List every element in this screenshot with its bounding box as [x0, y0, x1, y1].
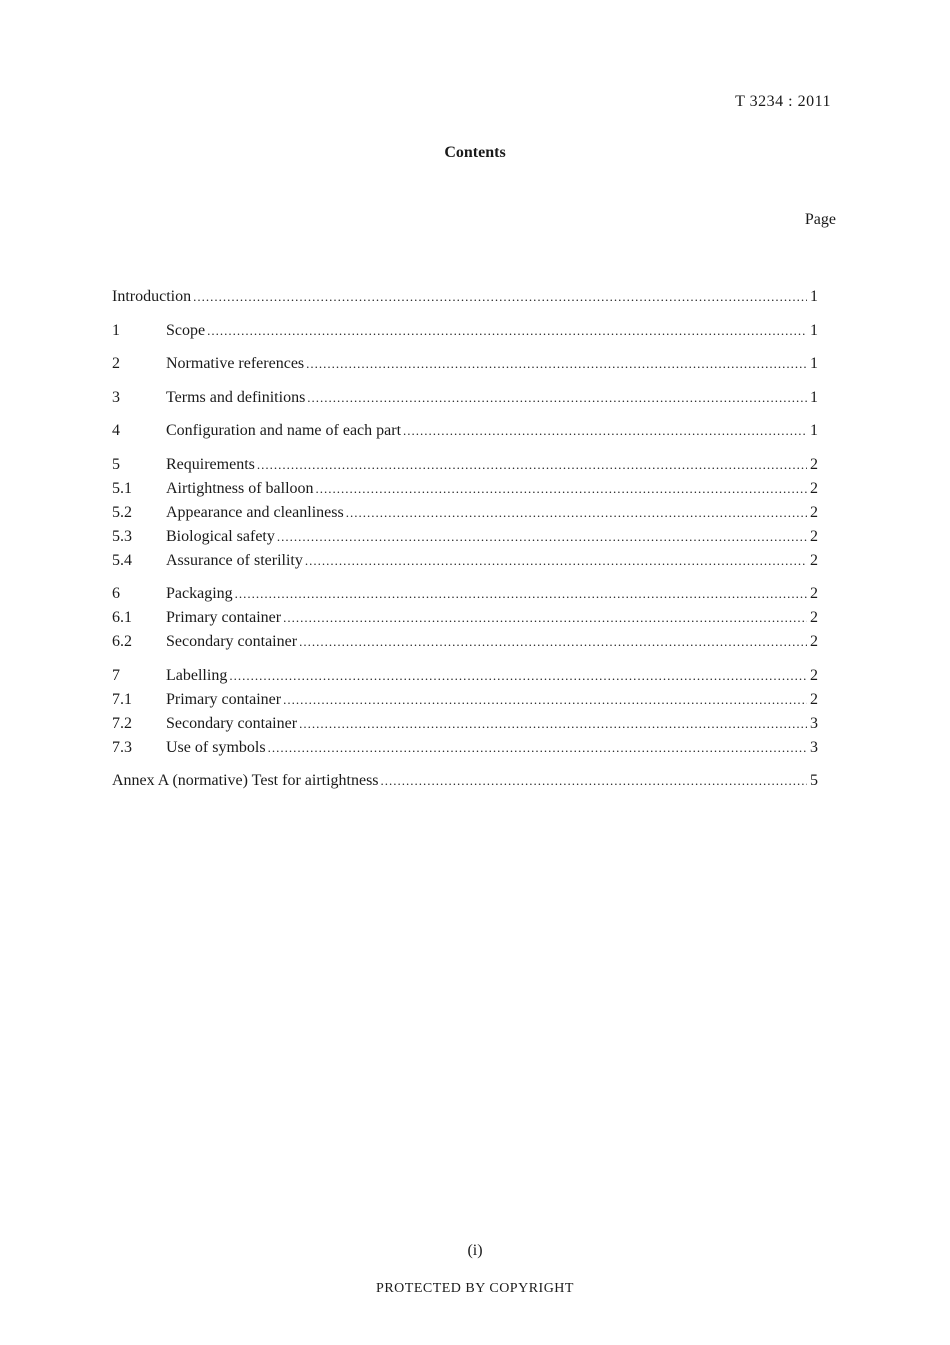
- toc-entry-title: Biological safety: [166, 527, 275, 545]
- dot-leader: [277, 525, 807, 549]
- toc-entry[interactable]: [112, 606, 818, 630]
- toc-entry-title: Scope: [166, 321, 206, 339]
- dot-leader: [268, 736, 807, 760]
- toc-entry[interactable]: [112, 419, 818, 443]
- toc-entry-title: Primary container: [166, 690, 282, 708]
- dot-leader: [207, 319, 807, 343]
- toc-entry-page: 2: [810, 527, 818, 545]
- toc-entry-page: 2: [810, 666, 818, 684]
- toc-entry-number: 5.1: [112, 479, 132, 497]
- dot-leader: [305, 549, 807, 573]
- dot-leader: [307, 386, 807, 410]
- toc-entry[interactable]: [112, 712, 818, 736]
- toc-entry-number: 5: [112, 455, 120, 473]
- document-number: T 3234 : 2011: [735, 93, 831, 110]
- toc-entry[interactable]: [112, 736, 818, 760]
- toc-entry-title: Terms and definitions: [166, 388, 306, 406]
- toc-entry-number: 2: [112, 355, 120, 372]
- toc-entry[interactable]: [112, 688, 818, 712]
- toc-entry[interactable]: [112, 664, 818, 688]
- toc-entry-title: Requirements: [166, 455, 255, 473]
- copyright-notice: PROTECTED BY COPYRIGHT: [376, 1281, 574, 1296]
- toc-entry-number: 5.3: [112, 527, 132, 545]
- table-of-contents: [112, 285, 818, 793]
- dot-leader: [229, 664, 807, 688]
- toc-entry-title: Appearance and cleanliness: [166, 503, 344, 521]
- dot-leader: [316, 477, 807, 501]
- toc-entry-page: 2: [810, 455, 818, 473]
- toc-entry[interactable]: [112, 477, 818, 501]
- dot-leader: [283, 688, 807, 712]
- toc-entry-number: 6.1: [112, 609, 132, 626]
- toc-entry-title: Configuration and name of each part: [166, 422, 402, 439]
- toc-entry[interactable]: [112, 453, 818, 477]
- toc-entry-page: 3: [810, 738, 818, 756]
- toc-entry-title: Assurance of sterility: [166, 551, 303, 569]
- toc-entry-page: 2: [810, 609, 818, 626]
- dot-leader: [381, 769, 807, 793]
- toc-entry[interactable]: [112, 525, 818, 549]
- toc-entry[interactable]: [112, 582, 818, 606]
- dot-leader: [403, 419, 807, 443]
- toc-entry[interactable]: [112, 769, 818, 793]
- toc-entry-page: 1: [810, 422, 818, 439]
- toc-entry-number: 3: [112, 388, 120, 406]
- toc-entry-number: 7.3: [112, 738, 132, 756]
- toc-entry-title: Airtightness of balloon: [166, 479, 314, 497]
- toc-entry-page: 1: [810, 321, 818, 339]
- dot-leader: [257, 453, 807, 477]
- toc-entry-page: 2: [810, 551, 818, 569]
- toc-entry-number: 5.2: [112, 503, 132, 521]
- toc-entry-page: 1: [810, 388, 818, 406]
- toc-entry-page: 5: [810, 772, 818, 789]
- toc-entry-number: 6: [112, 585, 120, 602]
- dot-leader: [346, 501, 807, 525]
- toc-entry-page: 2: [810, 585, 818, 602]
- toc-entry[interactable]: [112, 352, 818, 376]
- toc-entry-title: Introduction: [112, 288, 192, 305]
- toc-entry-number: 4: [112, 422, 120, 439]
- toc-entry-title: Use of symbols: [166, 738, 266, 756]
- page-folio: (i): [467, 1242, 483, 1259]
- toc-entry[interactable]: [112, 319, 818, 343]
- dot-leader: [235, 582, 807, 606]
- page-column-label: Page: [804, 211, 836, 228]
- toc-entry-title: Annex A (normative) Test for airtightness: [112, 772, 379, 789]
- dot-leader: [283, 606, 807, 630]
- toc-entry-number: 5.4: [112, 551, 132, 569]
- toc-entry-number: 7.1: [112, 690, 132, 708]
- toc-entry-title: Packaging: [166, 585, 233, 602]
- dot-leader: [299, 630, 807, 654]
- toc-entry[interactable]: [112, 630, 818, 654]
- toc-entry-page: 2: [810, 690, 818, 708]
- dot-leader: [299, 712, 807, 736]
- toc-entry-title: Primary container: [166, 609, 282, 626]
- toc-entry-page: 2: [810, 503, 818, 521]
- dot-leader: [306, 352, 807, 376]
- toc-entry-page: 3: [810, 714, 818, 732]
- toc-entry-page: 2: [810, 479, 818, 497]
- toc-entry[interactable]: [112, 386, 818, 410]
- toc-entry-page: 1: [810, 288, 818, 305]
- toc-entry-title: Normative references: [166, 355, 305, 372]
- toc-entry-page: 1: [810, 355, 818, 372]
- toc-entry-number: 6.2: [112, 633, 132, 650]
- toc-entry[interactable]: [112, 285, 818, 309]
- toc-entry-number: 7: [112, 666, 120, 684]
- toc-entry-page: 2: [810, 633, 818, 650]
- toc-entry-number: 1: [112, 321, 120, 339]
- dot-leader: [193, 285, 807, 309]
- toc-entry-title: Labelling: [166, 666, 228, 684]
- toc-entry-title: Secondary container: [166, 714, 298, 732]
- toc-entry-number: 7.2: [112, 714, 132, 732]
- toc-entry-title: Secondary container: [166, 633, 298, 650]
- toc-entry[interactable]: [112, 501, 818, 525]
- contents-title: Contents: [444, 144, 506, 161]
- toc-entry[interactable]: [112, 549, 818, 573]
